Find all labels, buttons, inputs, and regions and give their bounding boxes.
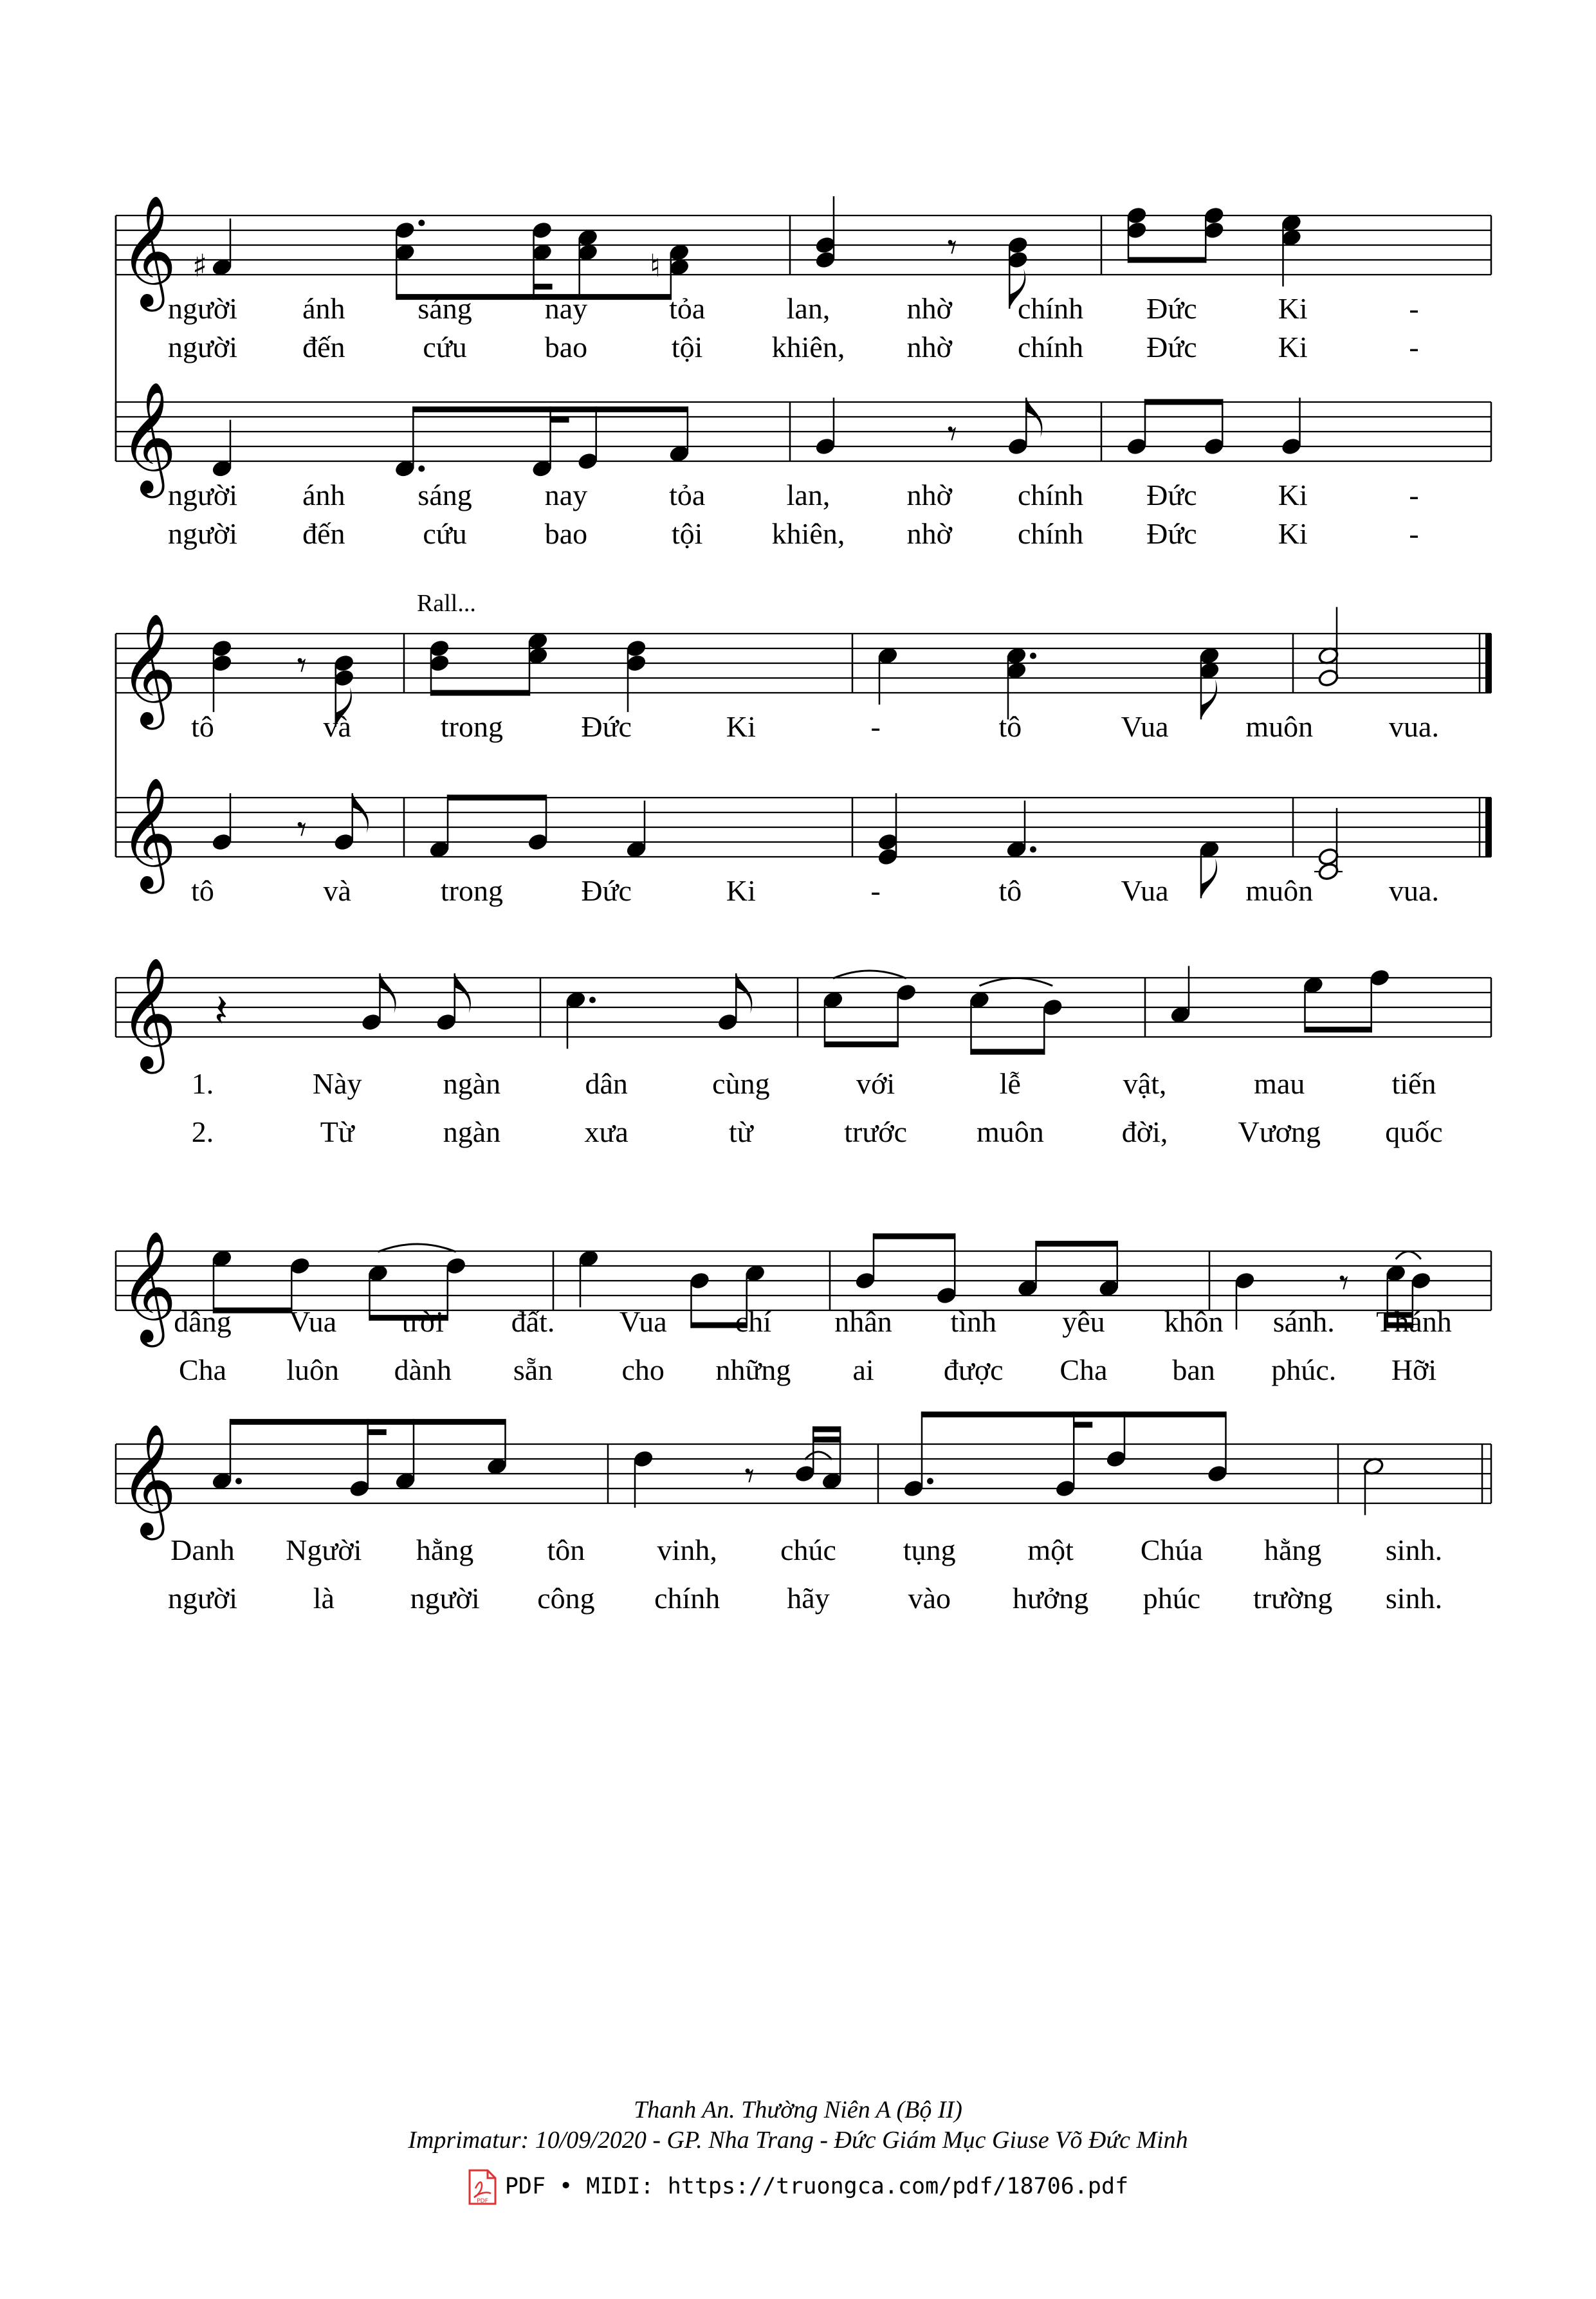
final-barline-thick	[1485, 634, 1492, 693]
lyric-syllable: và	[323, 874, 351, 907]
lyric-syllable: sinh.	[1385, 1534, 1443, 1566]
beam	[874, 1233, 955, 1239]
beam	[431, 690, 530, 696]
lyric-syllable: nay	[544, 479, 588, 511]
lyric-syllable: tội	[671, 331, 703, 363]
lyric-syllable: nhân	[834, 1305, 892, 1338]
lyric-syllable: 2.	[191, 1115, 214, 1148]
lyric-syllable: tiến	[1391, 1067, 1436, 1100]
lyric-syllable: đất.	[511, 1305, 555, 1338]
lyric-syllable: người	[167, 517, 238, 550]
lyric-syllable: muôn	[1245, 710, 1314, 743]
lyric-syllable: hằng	[416, 1534, 474, 1566]
lyric-syllable: với	[856, 1067, 895, 1100]
lyric-syllable: sáng	[417, 292, 472, 325]
tie-slur	[980, 978, 1053, 986]
treble-clef-icon: 𝄞	[120, 1231, 177, 1342]
lyric-syllable: sinh.	[1385, 1582, 1443, 1615]
lyric-syllable: phúc	[1142, 1582, 1201, 1615]
lyric-syllable: quốc	[1385, 1115, 1443, 1148]
lyric-syllable: Đức	[581, 874, 632, 907]
footer-link[interactable]	[0, 2169, 1596, 2205]
lyric-syllable: ánh	[302, 292, 345, 325]
lyric-syllable: tô	[998, 710, 1022, 743]
lyric-syllable: Danh	[170, 1534, 235, 1566]
lyric-syllable: xưa	[584, 1115, 628, 1148]
lyric-syllable: đến	[302, 331, 345, 363]
lyric-syllable: Người	[286, 1534, 362, 1566]
lyric-syllable: những	[715, 1353, 791, 1386]
lyric-syllable: chúc	[780, 1534, 836, 1566]
beam	[230, 1419, 506, 1425]
augmentation-dot	[418, 466, 425, 472]
augmentation-dot	[1030, 847, 1036, 853]
lyric-syllable: luôn	[286, 1353, 340, 1386]
lyric-syllable: dân	[585, 1067, 628, 1100]
lyric-syllable: trong	[440, 874, 503, 907]
staff-row3-melody	[116, 957, 1491, 1074]
lyric-syllable: Ki	[1278, 331, 1308, 363]
lyric-syllable: Vua	[619, 1305, 667, 1338]
beam	[448, 794, 547, 800]
note-flag	[1201, 858, 1217, 898]
beam	[971, 1049, 1045, 1055]
treble-clef-icon: 𝄞	[120, 381, 177, 493]
beam	[825, 1041, 899, 1047]
lyric-syllable: trời	[401, 1305, 444, 1338]
lyric-syllable: tình	[950, 1305, 997, 1338]
augmentation-dot	[589, 997, 596, 1003]
beam	[1128, 257, 1206, 263]
lyric-syllable: cho	[621, 1353, 665, 1386]
lyric-syllable: trước	[844, 1115, 908, 1148]
lyric-syllable: tội	[671, 517, 703, 550]
lyric-syllable: khiên,	[771, 517, 845, 550]
lyric-syllable: Ki	[726, 710, 756, 743]
lyric-syllable: sáng	[417, 479, 472, 511]
lyric-syllable: Hỡi	[1391, 1353, 1437, 1386]
augmentation-dot	[235, 1478, 242, 1485]
lyric-syllable: trong	[440, 710, 503, 743]
lyric-syllable: nay	[544, 292, 588, 325]
lyric-syllable: Vua	[1121, 874, 1169, 907]
lyric-syllable: -	[1409, 292, 1419, 325]
lyric-syllable: được	[943, 1353, 1004, 1386]
lyric-syllable: cứu	[423, 517, 467, 550]
lyric-syllable: vua.	[1389, 710, 1439, 743]
eighth-rest-icon: 𝄾	[297, 807, 307, 851]
lyric-syllable: Cha	[178, 1353, 227, 1386]
lyric-syllable: người	[410, 1582, 480, 1615]
lyric-syllable: người	[167, 479, 238, 511]
staff-row5-melody	[116, 1424, 1491, 1541]
augmentation-dot	[418, 220, 425, 226]
lyric-syllable: 1.	[191, 1067, 214, 1100]
lyric-syllable: là	[313, 1582, 335, 1615]
note-flag	[1201, 679, 1217, 719]
lyric-syllable: ban	[1172, 1353, 1215, 1386]
footer-title: Thanh An. Thường Niên A (Bộ II)	[634, 2096, 962, 2123]
lyric-syllable: nhờ	[906, 331, 952, 363]
beam-secondary	[1074, 1422, 1092, 1427]
lyric-syllable: tôn	[547, 1534, 585, 1566]
lyric-syllable: Thánh	[1376, 1305, 1452, 1338]
lyric-syllable: sánh.	[1272, 1305, 1335, 1338]
eighth-rest-icon: 𝄾	[297, 643, 307, 687]
lyric-syllable: vật,	[1123, 1067, 1167, 1100]
lyric-syllable: Đức	[1146, 517, 1197, 550]
lyric-syllable: Vương	[1238, 1115, 1321, 1148]
lyric-syllable: nhờ	[906, 292, 952, 325]
augmentation-dot	[1030, 653, 1036, 659]
lyric-syllable: tô	[191, 710, 214, 743]
beam	[1036, 1241, 1118, 1247]
eighth-rest-icon: 𝄾	[947, 412, 957, 455]
lyric-syllable: Này	[312, 1067, 362, 1100]
tie-slur	[1396, 1252, 1421, 1259]
lyric-syllable: Cha	[1059, 1353, 1108, 1386]
lyric-syllable: cứu	[423, 331, 467, 363]
lyric-syllable: lan,	[786, 292, 830, 325]
eighth-rest-icon: 𝄾	[947, 225, 957, 269]
lyric-syllable: bao	[544, 331, 588, 363]
beam-secondary	[368, 1429, 387, 1435]
lyric-syllable: người	[167, 1582, 238, 1615]
lyric-syllable: lan,	[786, 479, 830, 511]
lyric-syllable: lễ	[999, 1067, 1021, 1100]
beam	[1145, 399, 1223, 405]
lyric-syllable: ai	[852, 1353, 874, 1386]
beam	[922, 1411, 1227, 1417]
lyric-syllable: muôn	[976, 1115, 1044, 1148]
lyric-syllable: đời,	[1121, 1115, 1168, 1148]
lyric-syllable: vinh,	[657, 1534, 717, 1566]
lyric-syllable: công	[537, 1582, 595, 1615]
beam	[813, 1426, 841, 1432]
lyric-syllable: Vua	[289, 1305, 337, 1338]
lyric-syllable: tỏa	[669, 479, 706, 511]
lyric-syllable: cùng	[712, 1067, 770, 1100]
tempo-mark: Rall...	[417, 590, 476, 617]
lyric-syllable: đến	[302, 517, 345, 550]
lyric-syllable: vua.	[1389, 874, 1439, 907]
treble-clef-icon: 𝄞	[120, 613, 177, 725]
lyric-syllable: vào	[908, 1582, 951, 1615]
lyric-syllable: Đức	[581, 710, 632, 743]
lyric-syllable: ngàn	[443, 1067, 501, 1100]
lyric-syllable: dành	[394, 1353, 452, 1386]
lyric-syllable: Vua	[1121, 710, 1169, 743]
lyric-syllable: Đức	[1146, 292, 1197, 325]
lyric-syllable: chính	[1017, 292, 1084, 325]
lyric-syllable: trường	[1253, 1582, 1333, 1615]
treble-clef-icon: 𝄞	[120, 777, 177, 889]
lyric-syllable: dâng	[174, 1305, 232, 1338]
lyric-syllable: và	[323, 710, 351, 743]
footer-link-text[interactable]: PDF • MIDI: https://truongca.com/pdf/18706.pdf	[504, 2174, 1129, 2199]
lyric-syllable: Chúa	[1140, 1534, 1203, 1566]
lyric-syllable: bao	[544, 517, 588, 550]
beam-secondary	[822, 1436, 841, 1442]
lyric-syllable: hằng	[1263, 1534, 1322, 1566]
lyric-syllable: -	[870, 874, 881, 907]
lyric-syllable: -	[1409, 479, 1419, 511]
lyric-syllable: hưởng	[1012, 1582, 1089, 1615]
beam-secondary	[534, 284, 553, 289]
augmentation-dot	[927, 1478, 933, 1485]
lyric-syllable: sẵn	[513, 1353, 553, 1386]
lyric-syllable: Từ	[320, 1115, 354, 1148]
pdf-file-icon[interactable]	[468, 2169, 497, 2205]
lyric-syllable: một	[1027, 1534, 1074, 1566]
beam	[413, 407, 688, 412]
eighth-rest-icon: 𝄾	[1339, 1261, 1349, 1305]
footer-imprimatur: Imprimatur: 10/09/2020 - GP. Nha Trang - Đức Giám Mục Giuse Võ Đức Minh	[408, 2127, 1188, 2154]
treble-clef-icon: 𝄞	[120, 957, 177, 1069]
lyric-syllable: chí	[735, 1305, 772, 1338]
lyric-syllable: ánh	[302, 479, 345, 511]
lyric-syllable: phúc.	[1271, 1353, 1337, 1386]
pdf-icon-label: PDF	[477, 2198, 488, 2204]
lyric-syllable: nhờ	[906, 479, 952, 511]
lyric-syllable: mau	[1254, 1067, 1305, 1100]
sharp-icon: ♯	[192, 248, 208, 284]
lyric-syllable: Ki	[1278, 479, 1308, 511]
treble-clef-icon: 𝄞	[120, 1424, 177, 1535]
natural-icon: ♮	[649, 248, 661, 284]
lyric-syllable: chính	[1017, 517, 1084, 550]
lyric-syllable: Ki	[1278, 292, 1308, 325]
lyric-syllable: người	[167, 292, 238, 325]
lyric-syllable: chính	[654, 1582, 720, 1615]
lyric-syllable: khôn	[1164, 1305, 1224, 1338]
lyric-syllable: muôn	[1245, 874, 1314, 907]
lyric-syllable: Ki	[726, 874, 756, 907]
lyric-syllable: Đức	[1146, 331, 1197, 363]
lyric-syllable: người	[167, 331, 238, 363]
lyric-syllable: tô	[998, 874, 1022, 907]
beam-secondary	[551, 417, 569, 423]
lyric-syllable: Ki	[1278, 517, 1308, 550]
lyric-syllable: -	[1409, 331, 1419, 363]
lyric-syllable: Đức	[1146, 479, 1197, 511]
lyric-syllable: nhờ	[906, 517, 952, 550]
lyric-syllable: tô	[191, 874, 214, 907]
beam	[1305, 1027, 1372, 1032]
lyric-syllable: chính	[1017, 331, 1084, 363]
eighth-rest-icon: 𝄾	[744, 1454, 755, 1498]
lyric-syllable: ngàn	[443, 1115, 501, 1148]
treble-clef-icon: 𝄞	[120, 195, 177, 307]
lyric-syllable: -	[1409, 517, 1419, 550]
lyric-syllable: từ	[729, 1115, 753, 1148]
final-barline-thick	[1485, 798, 1492, 857]
lyric-syllable: khiên,	[771, 331, 845, 363]
lyric-syllable: tỏa	[669, 292, 706, 325]
lyric-syllable: hãy	[787, 1582, 830, 1615]
lyric-syllable: yêu	[1062, 1305, 1105, 1338]
quarter-rest-icon: 𝄽	[214, 984, 228, 1037]
lyric-syllable: tụng	[903, 1534, 956, 1566]
lyric-syllable: -	[870, 710, 881, 743]
lyric-syllable: chính	[1017, 479, 1084, 511]
